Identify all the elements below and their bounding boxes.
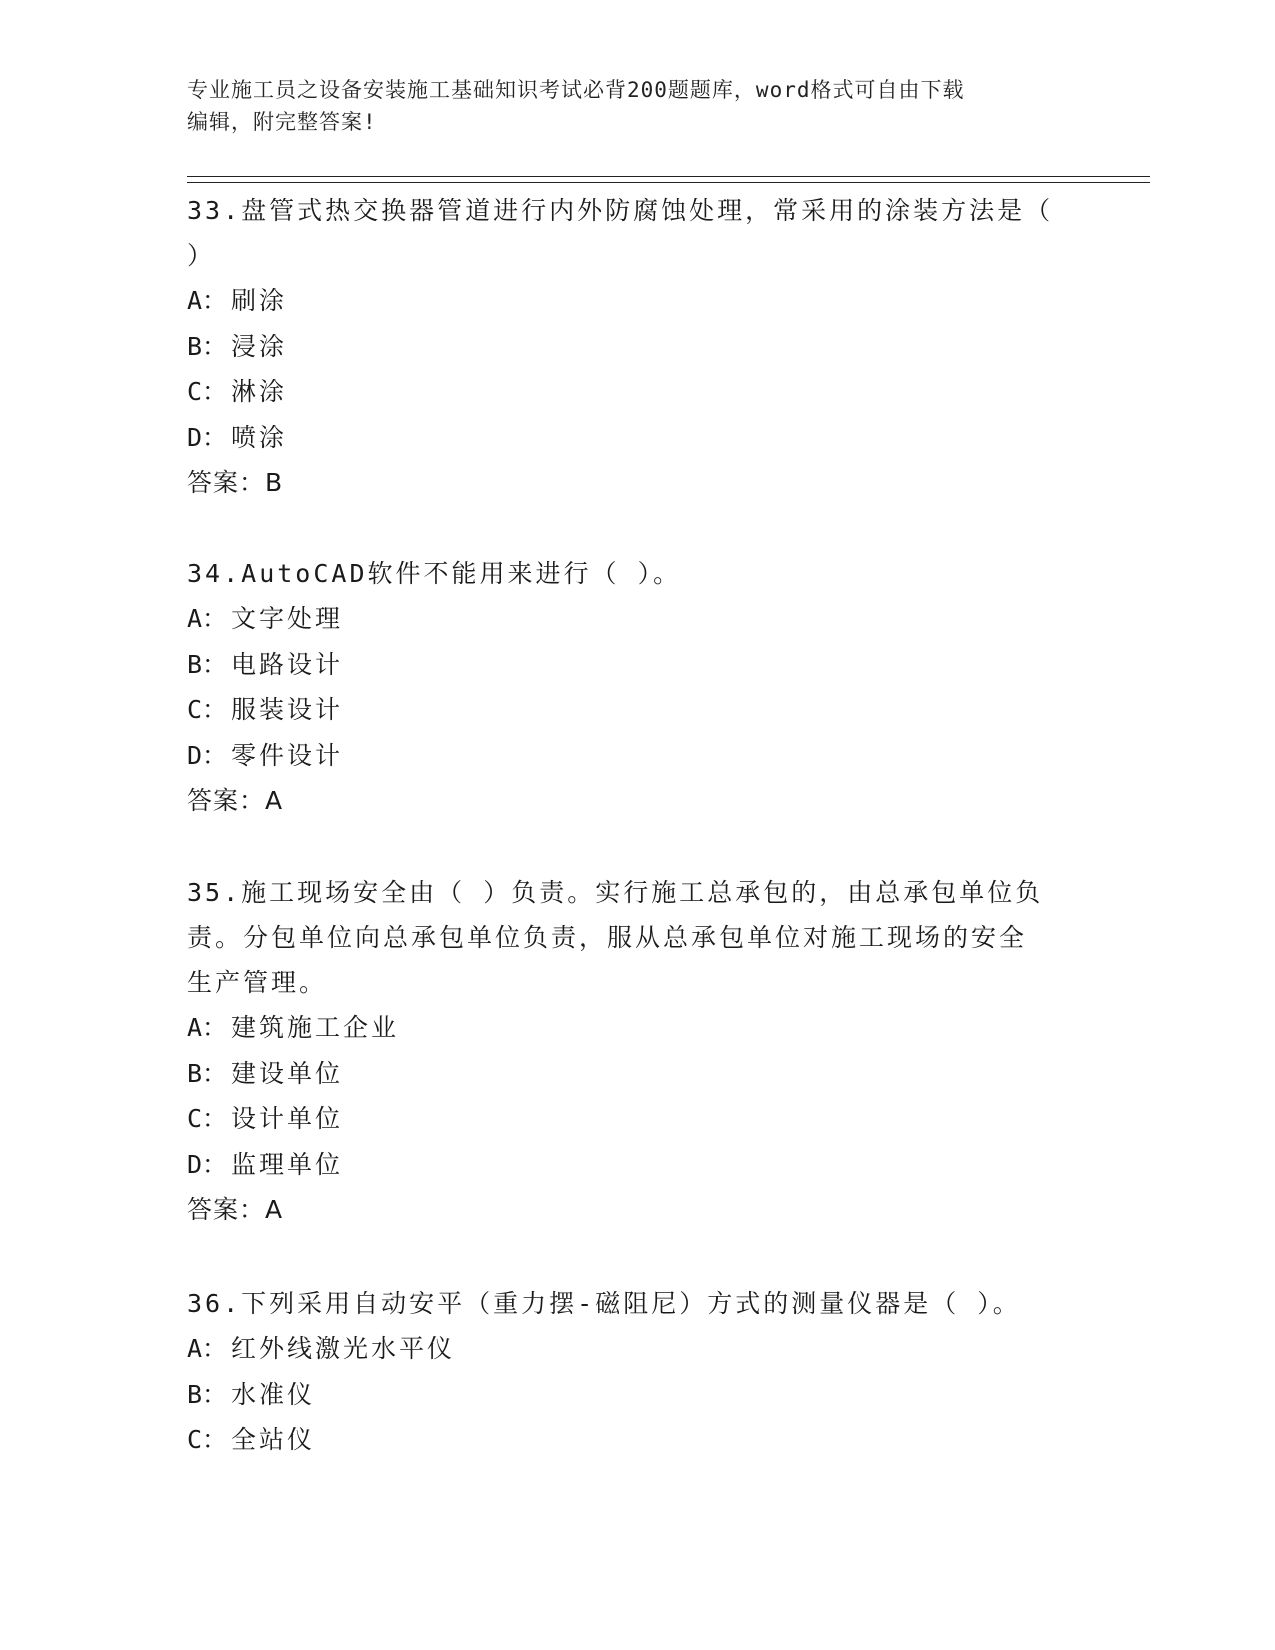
question-35	[187, 870, 1077, 1232]
option-a	[187, 596, 1077, 642]
option-c	[187, 1096, 1077, 1142]
option-text: 喷涂	[231, 422, 288, 452]
option-key: B：	[187, 331, 228, 361]
option-text: 服装设计	[231, 695, 344, 724]
option-text: 水准仪	[231, 1379, 316, 1409]
option-text: 全站仪	[231, 1425, 316, 1454]
option-key: A：	[187, 604, 228, 633]
option-text: 浸涂	[231, 331, 288, 361]
option-key: D：	[187, 422, 228, 452]
option-text: 刷涂	[231, 286, 288, 315]
option-key: A：	[187, 1334, 228, 1363]
option-key: B：	[187, 1379, 228, 1409]
option-b	[187, 324, 1077, 370]
option-key: C：	[187, 377, 228, 406]
option-c	[187, 1417, 1077, 1463]
document-header	[187, 74, 1087, 138]
option-key: C：	[187, 1425, 228, 1454]
question-33	[187, 188, 1077, 505]
question-stem-line: 34.AutoCAD软件不能用来进行（ ）。	[187, 559, 682, 588]
question-stem-line: ）	[187, 241, 216, 270]
question-stem-line: 生产管理。	[187, 968, 328, 997]
answer: 答案：A	[187, 1195, 284, 1224]
question-36	[187, 1281, 1077, 1463]
option-key: D：	[187, 740, 228, 770]
option-key: C：	[187, 1104, 228, 1133]
question-34	[187, 551, 1077, 823]
header-divider-bottom	[187, 182, 1150, 183]
option-text: 红外线激光水平仪	[231, 1334, 456, 1363]
question-stem-line: 责。分包单位向总承包单位负责，服从总承包单位对施工现场的安全	[187, 923, 1028, 952]
option-c	[187, 369, 1077, 415]
option-d	[187, 415, 1077, 461]
option-text: 电路设计	[231, 649, 344, 679]
question-stem-line: 36.下列采用自动安平（重力摆-磁阻尼）方式的测量仪器是（ ）。	[187, 1289, 1021, 1318]
option-b	[187, 1372, 1077, 1418]
option-d	[187, 1142, 1077, 1188]
option-b	[187, 642, 1077, 688]
option-key: B：	[187, 1058, 228, 1088]
option-text: 淋涂	[231, 377, 288, 406]
option-key: D：	[187, 1149, 228, 1179]
option-key: A：	[187, 1013, 228, 1042]
option-text: 建设单位	[231, 1058, 344, 1088]
option-d	[187, 733, 1077, 779]
option-text: 建筑施工企业	[231, 1013, 400, 1042]
option-text: 文字处理	[231, 604, 344, 633]
option-key: C：	[187, 695, 228, 724]
option-text: 零件设计	[231, 740, 344, 770]
question-stem-line: 33.盘管式热交换器管道进行内外防腐蚀处理，常采用的涂装方法是（	[187, 196, 1054, 225]
header-line-1: 专业施工员之设备安装施工基础知识考试必背200题题库，word格式可自由下载	[187, 78, 965, 102]
option-a	[187, 1005, 1077, 1051]
answer: 答案：B	[187, 468, 284, 497]
question-stem-line: 35.施工现场安全由（ ）负责。实行施工总承包的，由总承包单位负	[187, 878, 1044, 907]
option-b	[187, 1051, 1077, 1097]
option-text: 设计单位	[231, 1104, 344, 1133]
answer: 答案：A	[187, 786, 284, 815]
option-text: 监理单位	[231, 1149, 344, 1179]
option-a	[187, 1326, 1077, 1372]
header-divider-top	[187, 176, 1150, 177]
header-line-2: 编辑，附完整答案!	[187, 110, 377, 134]
option-c	[187, 687, 1077, 733]
option-a	[187, 278, 1077, 324]
option-key: A：	[187, 286, 228, 315]
option-key: B：	[187, 649, 228, 679]
